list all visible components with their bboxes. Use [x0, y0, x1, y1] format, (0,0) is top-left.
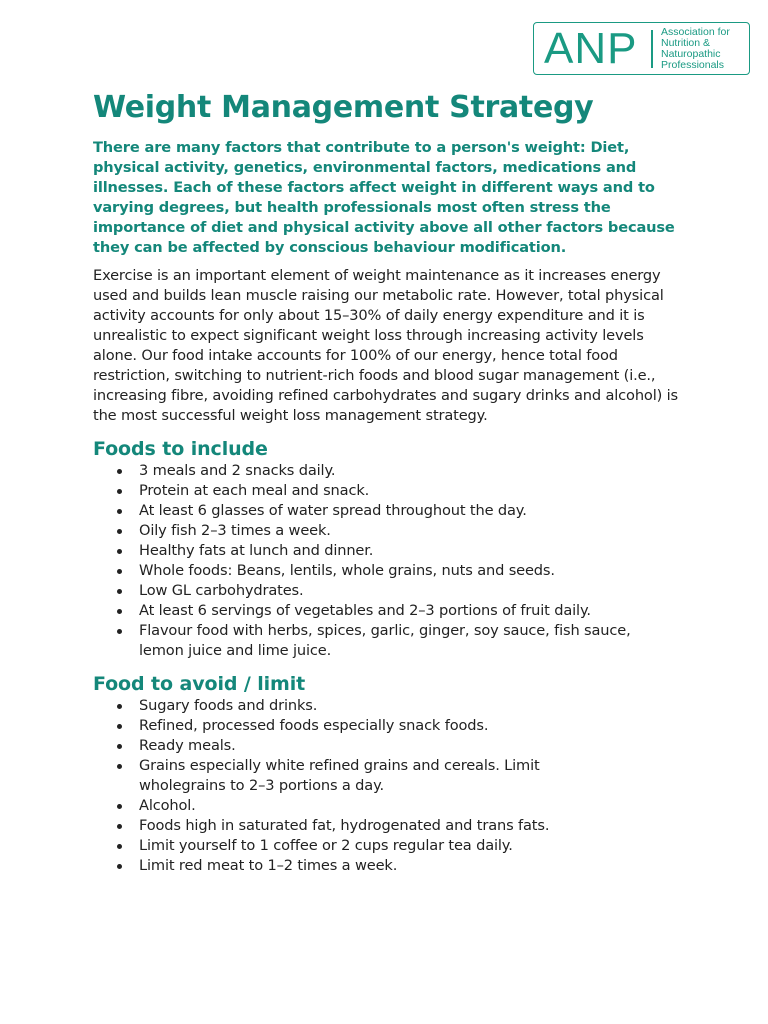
list-item: At least 6 glasses of water spread throughout the day. — [93, 501, 683, 521]
list-item: Oily fish 2–3 times a week. — [93, 521, 683, 541]
foods-avoid-list — [93, 696, 683, 876]
list-item: Healthy fats at lunch and dinner. — [93, 541, 683, 561]
logo-line: Naturopathic — [660, 47, 721, 60]
logo-divider — [651, 30, 653, 68]
list-item: Refined, processed foods especially snack foods. — [93, 716, 683, 736]
intro-paragraph: There are many factors that contribute to a person's weight: Diet, physical activity, genetics, environmental factors, medications and illnesses. Each of these factors affect weight in different ways and to varying degrees, but health professionals most often stress the importance of diet and physical activity above all other factors because they can be affected by conscious behaviour modification. — [93, 139, 675, 256]
logo-line: Nutrition & — [660, 36, 711, 49]
foods-include-list — [93, 461, 683, 661]
list-item: Whole foods: Beans, lentils, whole grains, nuts and seeds. — [93, 561, 683, 581]
logo-mark: ANP — [544, 23, 638, 73]
logo-text — [661, 27, 730, 71]
list-item: At least 6 servings of vegetables and 2–3 portions of fruit daily. — [93, 601, 683, 621]
list-item: Alcohol. — [93, 796, 683, 816]
anp-logo — [533, 22, 750, 75]
list-item: Protein at each meal and snack. — [93, 481, 683, 501]
list-item: Ready meals. — [93, 736, 683, 756]
logo-line: Professionals — [660, 58, 725, 71]
list-item: Low GL carbohydrates. — [93, 581, 683, 601]
list-item: Limit red meat to 1–2 times a week. — [93, 856, 683, 876]
page-title: Weight Management Strategy — [93, 90, 594, 125]
list-item: Foods high in saturated fat, hydrogenated and trans fats. — [93, 816, 683, 836]
list-item: 3 meals and 2 snacks daily. — [93, 461, 683, 481]
list-item: Sugary foods and drinks. — [93, 696, 683, 716]
body-paragraph: Exercise is an important element of weight maintenance as it increases energy used and builds lean muscle raising our metabolic rate. However, total physical activity accounts for only about 15–30% of daily energy expenditure and it is unrealistic to expect significant weight loss through increasing activity levels alone. Our food intake accounts for 100% of our energy, hence total food restriction, switching to nutrient-rich foods and blood sugar management (i.e., increasing fibre, avoiding refined carbohydrates and sugary drinks and alcohol) is the most successful weight loss management strategy. — [93, 267, 678, 424]
list-item: Limit yourself to 1 coffee or 2 cups regular tea daily. — [93, 836, 683, 856]
logo-line: Association for — [660, 25, 730, 38]
foods-include-heading: Foods to include — [93, 438, 268, 460]
main-content — [93, 86, 683, 876]
list-item: Flavour food with herbs, spices, garlic, ginger, soy sauce, fish sauce, lemon juice and lime juice. — [93, 621, 679, 661]
foods-avoid-heading: Food to avoid / limit — [93, 673, 306, 695]
list-item: Grains especially white refined grains and cereals. Limit wholegrains to 2–3 portions a day. — [93, 756, 559, 796]
